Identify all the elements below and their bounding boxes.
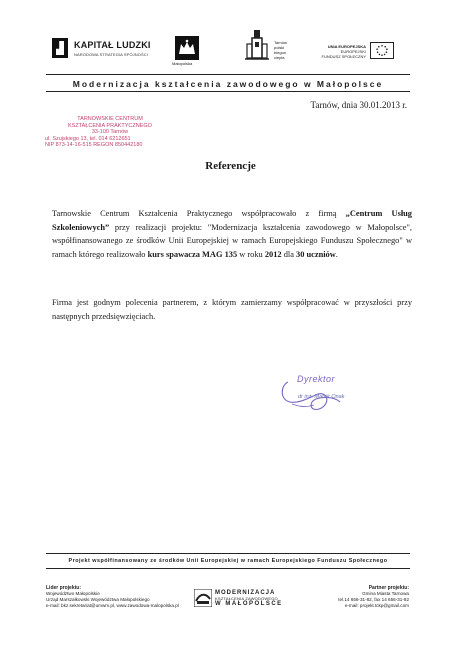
footer-divider-bottom [46,568,410,569]
eu-text-line: UNIA EUROPEJSKA [327,44,366,49]
header-band-title: Modernizacja kształcenia zawodowego w Małopolsce [72,79,384,89]
leader-line: Urząd Marszałkowski Województwa Małopolskiego [46,597,150,602]
signature-title: Dyrektor [297,374,336,384]
eu-flag-icon [370,42,394,59]
eu-text-line: FUNDUSZ SPOŁECZNY [321,54,366,59]
stamp-line: NIP 873-14-16-515 REGON 850442180 [45,142,143,149]
paragraph-text: . [335,249,338,259]
paragraph-text: w roku [237,249,265,259]
leader-title: Lider projektu: [46,585,82,591]
paragraph-text: Tarnowskie Centrum Kształcenia Praktycznego współpracowało z firmą [52,209,346,218]
institution-stamp [45,116,175,149]
kapital-ludzki-logo-icon [52,38,68,58]
tarnow-slogan [274,40,304,60]
stamp-line: KSZTAŁCENIA PRAKTYCZNEGO [68,122,152,129]
course-name: kurs spawacza MAG 135 [147,249,238,259]
header-divider-bottom [46,91,410,92]
tarnow-slogan-line: biegun [274,50,287,55]
project-leader [46,585,179,609]
eu-text-line: EUROPEJSKI [340,49,366,54]
leader-line: Województwo Małopolskie [46,591,100,596]
partner-title: Partner projektu: [368,585,409,591]
stamp-line: ul. Szujskiego 13, tel. 014 6212651 [45,135,131,142]
leader-line: e-mail: bkz.sekretariat@umwm.pl, www.zawodowa-malopolska.pl [46,603,179,608]
malopolska-label: Małopolska [172,61,193,66]
header-divider-top [46,74,410,75]
stamp-line: 33-100 Tarnów [91,129,129,136]
signature-name: dr inż. Marek Onak [298,394,345,400]
tarnow-slogan-line: Tarnów [274,40,287,45]
tarnow-slogan-line: ciepła [274,55,285,60]
recommendation-paragraph: Firma jest godnym polecenia partnerem, z którym zamierzamy współpracować w przyszłości przy następnych przedsięwzięciach. [52,298,412,321]
kapital-ludzki-title: KAPITAŁ LUDZKI [74,40,151,50]
tarnow-logo-icon [245,28,269,62]
partner-line: tel.14 656-31-82, fax 14 656-31-82 [338,597,409,602]
footer-divider-top [46,553,410,554]
tarnow-slogan-line: polski [274,45,285,50]
partner-line: Gmina Miasta Tarnowa [362,591,409,596]
modernizacja-wordmark [215,590,283,607]
signature-block [278,372,358,420]
wordmark-line: KSZTAŁCENIA ZAWODOWEGO [215,596,278,601]
wordmark-line: MODERNIZACJA [215,590,276,596]
page-title: Referencje [205,160,256,172]
wordmark-line: W MAŁOPOLSCE [215,601,283,607]
paragraph-text: dla [281,249,297,259]
eu-text [318,44,366,59]
company-name: „Centrum Usług Szkoleniowych” [52,209,412,232]
reference-paragraph [52,207,412,261]
cofinance-note: Projekt współfinansowany ze środków Unii Europejskiej w ramach Europejskiego Funduszu Społecznego [68,558,388,564]
document-date: Tarnów, dnia 30.01.2013 r. [310,100,407,110]
student-count: 30 uczniów [296,249,336,259]
malopolska-logo-icon [175,36,199,60]
project-partner [338,585,409,609]
course-year: 2012 [264,249,282,259]
kapital-ludzki-subtitle: NARODOWA STRATEGIA SPÓJNOŚCI [74,52,148,57]
stamp-line: TARNOWSKIE CENTRUM [77,116,143,122]
paragraph-text: przy realizacji projektu: "Modernizacja kształcenia zawodowego w Małopolsce", współfinansowanego ze środków Unii Europejskiej w ramach Europejskiego Funduszu Społecznego" w ramach którego realizowało [52,222,412,259]
partner-line: e-mail: projekt.tckp@gmail.com [344,603,409,608]
modernizacja-logo-icon [194,589,212,607]
